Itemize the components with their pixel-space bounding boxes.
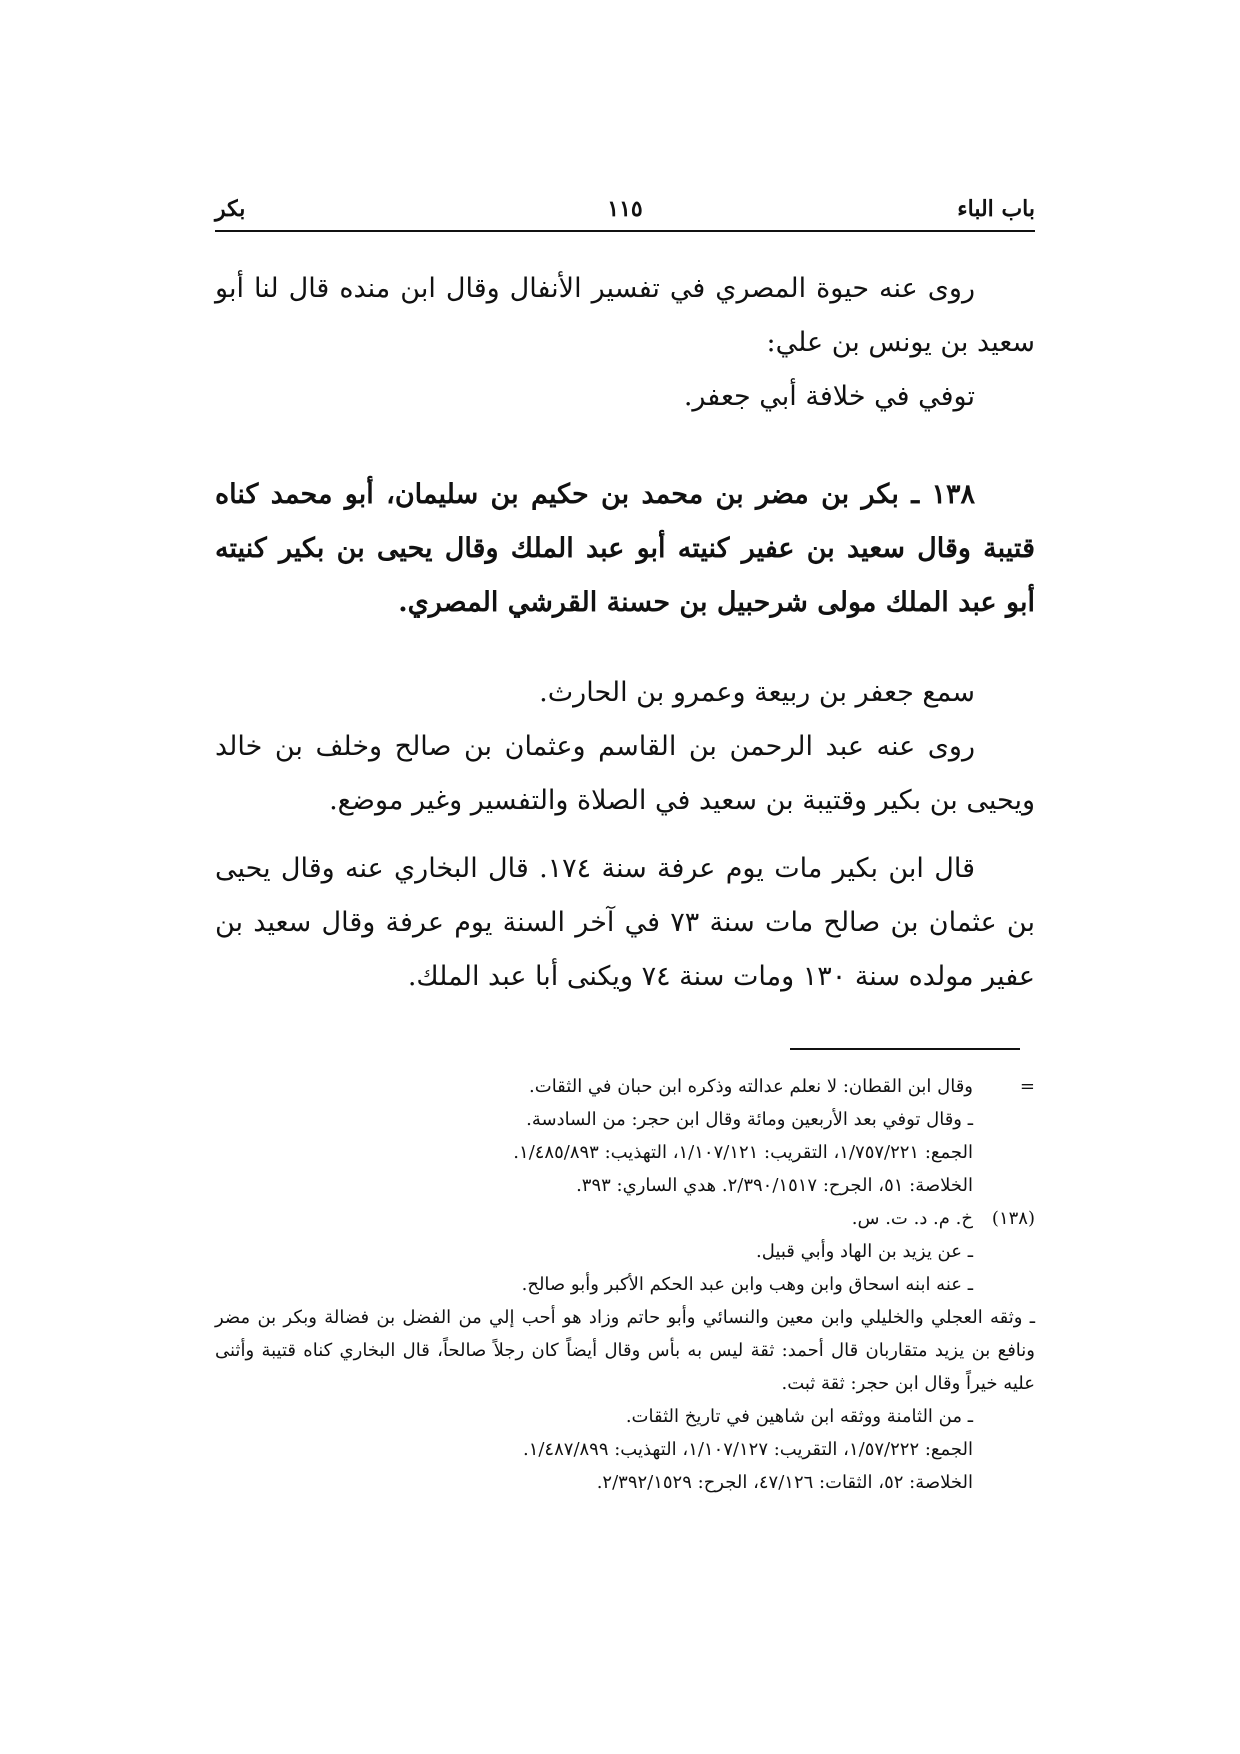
footnote-line: ـ وقال توفي بعد الأربعين ومائة وقال ابن حجر: من السادسة. — [526, 1109, 973, 1130]
footnote-line: الجمع: ١/٥٧/٢٢٢، التقريب: ١/١٠٧/١٢٧، التهذيب: ١/٤٨٧/٨٩٩. — [522, 1439, 973, 1460]
footnote-number: (١٣٨) — [991, 1208, 1035, 1229]
footnotes — [215, 1070, 1035, 1499]
paragraph: سمع جعفر بن ربيعة وعمرو بن الحارث. — [539, 677, 975, 708]
footnote-rule — [790, 1048, 1020, 1050]
footnote-line: ـ من الثامنة ووثقه ابن شاهين في تاريخ الثقات. — [625, 1406, 973, 1427]
footnote-line: الجمع: ١/٧٥٧/٢٢١، التقريب: ١/١٠٧/١٢١، التهذيب: ١/٤٨٥/٨٩٣. — [513, 1142, 973, 1163]
header-rule — [215, 230, 1035, 232]
footnote-line — [215, 1070, 1035, 1103]
page-number: ١١٥ — [607, 196, 643, 222]
continuation-marker: = — [1019, 1076, 1035, 1097]
paragraph: توفي في خلافة أبي جعفر. — [683, 381, 975, 412]
main-text — [215, 262, 1035, 1004]
paragraph: قال ابن بكير مات يوم عرفة سنة ١٧٤. قال البخاري عنه وقال يحيى بن عثمان بن صالح مات سنة ٧٣ في آخر السنة يوم عرفة وقال سعيد بن عفير مولده سنة ١٣٠ ومات سنة ٧٤ ويكنى أبا عبد الملك. — [215, 853, 1035, 992]
footnote-text: خ. م. د. ت. س. — [851, 1208, 973, 1229]
footnote-line: الخلاصة: ٥١، الجرح: ٢/٣٩٠/١٥١٧. هدي الساري: ٣٩٣. — [576, 1175, 973, 1196]
footnote-line: ـ عنه ابنه اسحاق وابن وهب وابن عبد الحكم الأكبر وأبو صالح. — [521, 1274, 973, 1295]
entry-heading-138: ١٣٨ ـ بكر بن مضر بن محمد بن حكيم بن سليمان، أبو محمد كناه قتيبة وقال سعيد بن عفير كنيته أبو عبد الملك وقال يحيى بن بكير كنيته أبو عبد الملك مولى شرحبيل بن حسنة القرشي المصري. — [215, 479, 1035, 618]
footnote-line: ـ وثقه العجلي والخليلي وابن معين والنسائي وأبو حاتم وزاد هو أحب إلي من الفضل بن فضالة وبكر بن مضر ونافع بن يزيد متقاربان قال أحمد: ثقة ليس به بأس وقال أيضاً كان رجلاً صالحاً، قال البخاري كناه قتيبة وأثنى عليه خيراً وقال ابن حجر: ثقة ثبت. — [215, 1307, 1035, 1394]
paragraph: روى عنه حيوة المصري في تفسير الأنفال وقال ابن منده قال لنا أبو سعيد بن يونس بن علي: — [215, 273, 1035, 358]
footnote-text: وقال ابن القطان: لا نعلم عدالته وذكره ابن حبان في الثقات. — [529, 1076, 973, 1097]
footnote-line: الخلاصة: ٥٢، الثقات: ٤٧/١٢٦، الجرح: ٢/٣٩٢/١٥٢٩. — [596, 1472, 973, 1493]
entry-keyword: بكر — [215, 196, 246, 222]
footnote-line — [215, 1202, 1035, 1235]
chapter-title: باب الباء — [957, 196, 1035, 222]
footnote-line: ـ عن يزيد بن الهاد وأبي قبيل. — [756, 1241, 973, 1262]
paragraph: روى عنه عبد الرحمن بن القاسم وعثمان بن صالح وخلف بن خالد ويحيى بن بكير وقتيبة بن سعيد في الصلاة والتفسير وغير موضع. — [215, 731, 1035, 816]
